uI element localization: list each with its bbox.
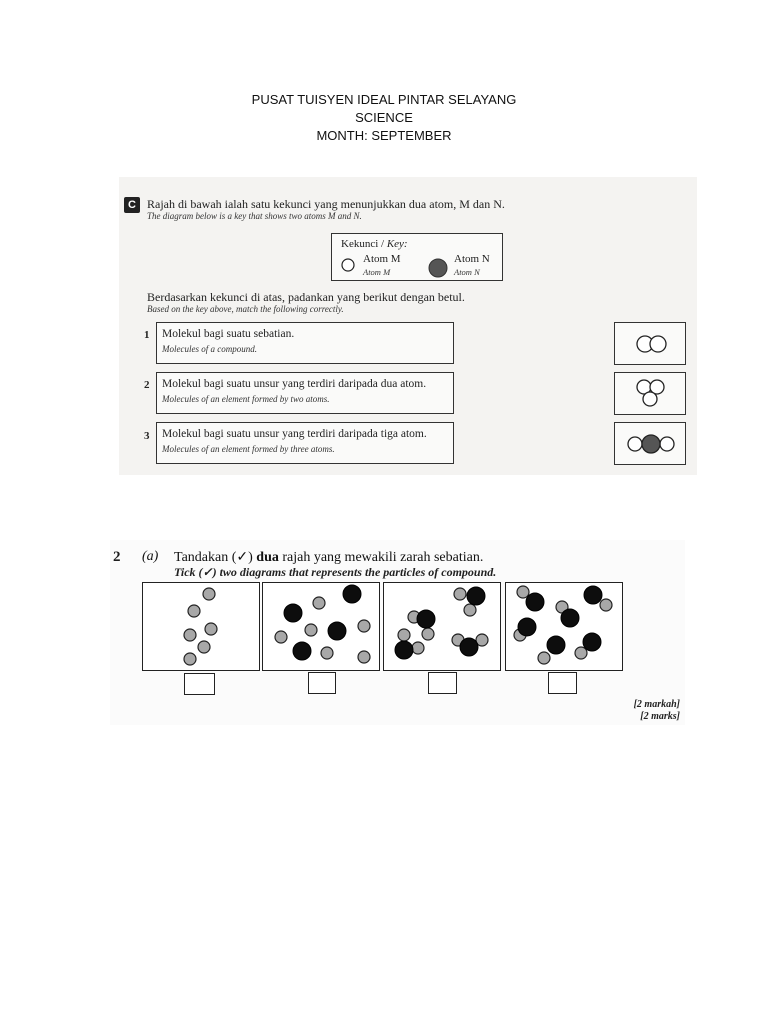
question-part: (a) [142, 549, 159, 564]
particle-diagram-2 [262, 582, 380, 671]
header-month: MONTH: SEPTEMBER [316, 128, 452, 143]
tick-box-4[interactable] [548, 672, 577, 694]
question-text-english: Tick (✓) two diagrams that represents the particles of compound. [174, 565, 497, 579]
instruction-malay: Berdasarkan kekunci di atas, padankan yang berikut dengan betul. [147, 290, 465, 304]
three-white-atoms-diagram [615, 373, 687, 416]
question-number: 2 [113, 549, 121, 565]
match-statement-1[interactable] [156, 322, 454, 364]
question-2-scan [110, 540, 685, 725]
tick-box-2[interactable] [308, 672, 336, 694]
key-title: Kekunci / Key: [341, 238, 408, 250]
intro-english: The diagram below is a key that shows two atoms M and N. [147, 211, 362, 221]
statement-malay: Molekul bagi suatu unsur yang terdiri daripada tiga atom. [162, 428, 427, 440]
particle-diagram-1 [142, 582, 260, 671]
question-text-malay: Tandakan (✓) dua rajah yang mewakili zarah sebatian. [174, 550, 484, 565]
atom-n-label: Atom N [454, 253, 490, 265]
section-c-scan [119, 177, 697, 475]
tick-box-3[interactable] [428, 672, 457, 694]
item-number: 3 [144, 430, 150, 442]
molecule-option-a[interactable] [614, 322, 686, 365]
statement-malay: Molekul bagi suatu sebatian. [162, 328, 295, 340]
molecule-option-b[interactable] [614, 372, 686, 415]
mixed-separate-particles-diagram [263, 583, 381, 672]
bonded-particles-diagram [506, 583, 624, 672]
statement-english: Molecules of a compound. [162, 344, 257, 354]
atom-m-label: Atom M [363, 253, 401, 265]
statement-english: Molecules of an element formed by three atoms. [162, 444, 335, 454]
header-subject: SCIENCE [355, 110, 413, 125]
intro-malay: Rajah di bawah ialah satu kekunci yang menunjukkan dua atom, M dan N. [147, 197, 505, 211]
marks-malay: [2 markah] [633, 699, 680, 710]
bonded-particles-diagram [384, 583, 502, 672]
header-title: PUSAT TUISYEN IDEAL PINTAR SELAYANG [251, 92, 517, 107]
match-statement-2[interactable] [156, 372, 454, 414]
statement-malay: Molekul bagi suatu unsur yang terdiri daripada dua atom. [162, 378, 427, 390]
tick-box-1[interactable] [184, 673, 215, 695]
instruction-english: Based on the key above, match the following correctly. [147, 304, 344, 314]
atom-n-label-en: Atom N [454, 267, 480, 277]
particle-diagram-4 [505, 582, 623, 671]
atom-m-icon [341, 258, 355, 272]
match-statement-3[interactable] [156, 422, 454, 464]
key-box [331, 233, 503, 281]
marks-english: [2 marks] [640, 711, 680, 722]
item-number: 2 [144, 379, 150, 391]
section-badge: C [124, 197, 140, 213]
molecule-option-c[interactable] [614, 422, 686, 465]
grey-particles-diagram [143, 583, 261, 672]
particle-diagram-3 [383, 582, 501, 671]
atom-m-label-en: Atom M [363, 267, 391, 277]
item-number: 1 [144, 329, 150, 341]
atom-n-icon [428, 258, 448, 278]
white-dark-white-atoms-diagram [615, 423, 687, 466]
statement-english: Molecules of an element formed by two atoms. [162, 394, 330, 404]
two-white-atoms-diagram [615, 323, 687, 366]
